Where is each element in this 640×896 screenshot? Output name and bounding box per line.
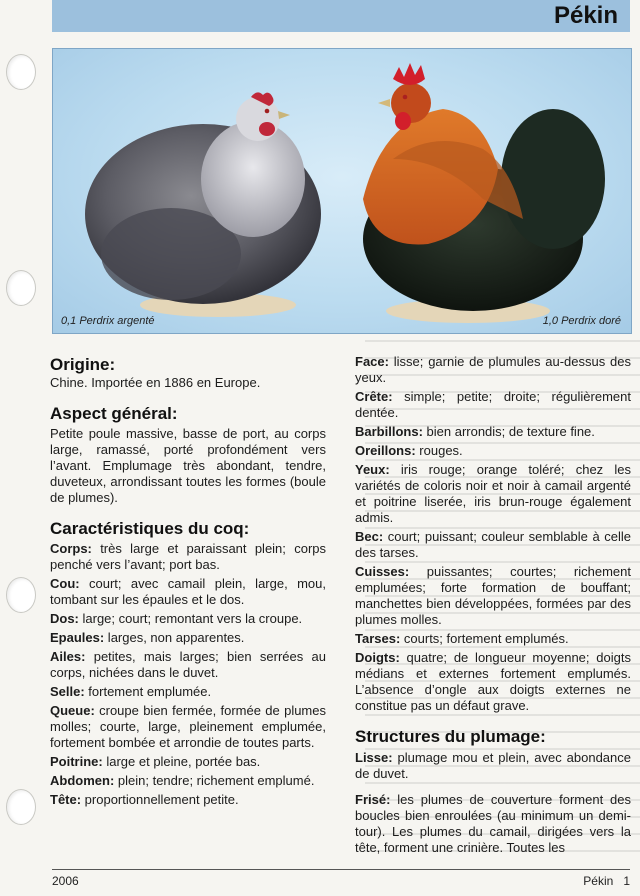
entry-lisse: Lisse: plumage mou et plein, avec abondance de duvet.: [355, 750, 631, 781]
heading-origine: Origine:: [50, 355, 116, 374]
entry-queue: Queue: croupe bien fermée, formée de plumes molles; courte, large, pleinement emplumée, fortement bombée et arrondie de toutes parts.: [50, 703, 326, 750]
entry-frise: Frisé: les plumes de couverture forment des boucles bien enroulées (au minimum un demi-tour). Les plumes du camail, dirigées vers la tête, forment une crinière. Toutes les: [355, 792, 631, 855]
entry-poitrine: Poitrine: large et pleine, portée bas.: [50, 754, 261, 769]
caption-right: 1,0 Perdrix doré: [542, 315, 621, 327]
entry-cou: Cou: court; avec camail plein, large, mou, tombant sur les épaules et le dos.: [50, 576, 326, 607]
right-column: [355, 354, 631, 859]
entry-face: Face: lisse; garnie de plumules au-dessus des yeux.: [355, 354, 631, 385]
entry-doigts: Doigts: quatre; de longueur moyenne; doigts médians et externes fortement emplumés. L’absence d’ongle aux doigts externes ne constitue pas un défaut grave.: [355, 650, 631, 713]
entry-epaules: Epaules: larges, non apparentes.: [50, 630, 245, 645]
punch-hole: [6, 577, 36, 613]
entry-tarses: Tarses: courts; fortement emplumés.: [355, 631, 569, 646]
chickens-illustration: [53, 49, 631, 333]
entry-selle: Selle: fortement emplumée.: [50, 684, 212, 699]
entry-dos: Dos: large; court; remontant vers la croupe.: [50, 611, 303, 626]
heading-plumage: Structures du plumage:: [355, 727, 546, 746]
aspect-text: Petite poule massive, basse de port, au corps large, ramassé, porté profondément vers l’avant. Emplumage très abondant, tendre, duveteux, arrondissant toutes les formes (boule de plumes).: [50, 426, 326, 505]
entry-ailes: Ailes: petites, mais larges; bien serrées au corps, nichées dans le duvet.: [50, 649, 326, 680]
breed-photo: [52, 48, 632, 334]
entry-crete: Crête: simple; petite; droite; régulièrement dentée.: [355, 389, 631, 420]
entry-oreillons: Oreillons: rouges.: [355, 443, 463, 458]
origine-text: Chine. Importée en 1886 en Europe.: [50, 375, 261, 390]
title-bar: [52, 0, 630, 32]
footer-page-number: 1: [623, 874, 630, 888]
footer-year: 2006: [52, 874, 79, 888]
footer-rule: [52, 869, 630, 870]
entry-corps: Corps: très large et paraissant plein; corps penché vers l’avant; port bas.: [50, 541, 326, 572]
footer-page: [583, 874, 630, 888]
punch-hole: [6, 270, 36, 306]
left-column: [50, 354, 326, 811]
footer-page-label: Pékin: [583, 874, 614, 888]
heading-aspect: Aspect général:: [50, 404, 178, 423]
entry-abdomen: Abdomen: plein; tendre; richement emplumé.: [50, 773, 315, 788]
entry-tete: Tête: proportionnellement petite.: [50, 792, 239, 807]
page-title: Pékin: [553, 2, 618, 29]
rooster-figure: [363, 63, 605, 323]
entry-cuisses: Cuisses: puissantes; courtes; richement emplumées; forte formation de bouffant; manchettes bien développées, formées par des plumes molles.: [355, 564, 631, 627]
heading-coq: Caractéristiques du coq:: [50, 519, 250, 538]
entry-barbillons: Barbillons: bien arrondis; de texture fine.: [355, 424, 595, 439]
caption-left: 0,1 Perdrix argenté: [61, 315, 155, 327]
punch-hole: [6, 789, 36, 825]
entry-yeux: Yeux: iris rouge; orange toléré; chez les variétés de coloris noir et noir à camail argenté et poitrine liserée, iris brun-rouge également admis.: [355, 462, 631, 525]
entry-bec: Bec: court; puissant; couleur semblable à celle des tarses.: [355, 529, 631, 560]
punch-hole: [6, 54, 36, 90]
hen-figure: [85, 92, 321, 317]
